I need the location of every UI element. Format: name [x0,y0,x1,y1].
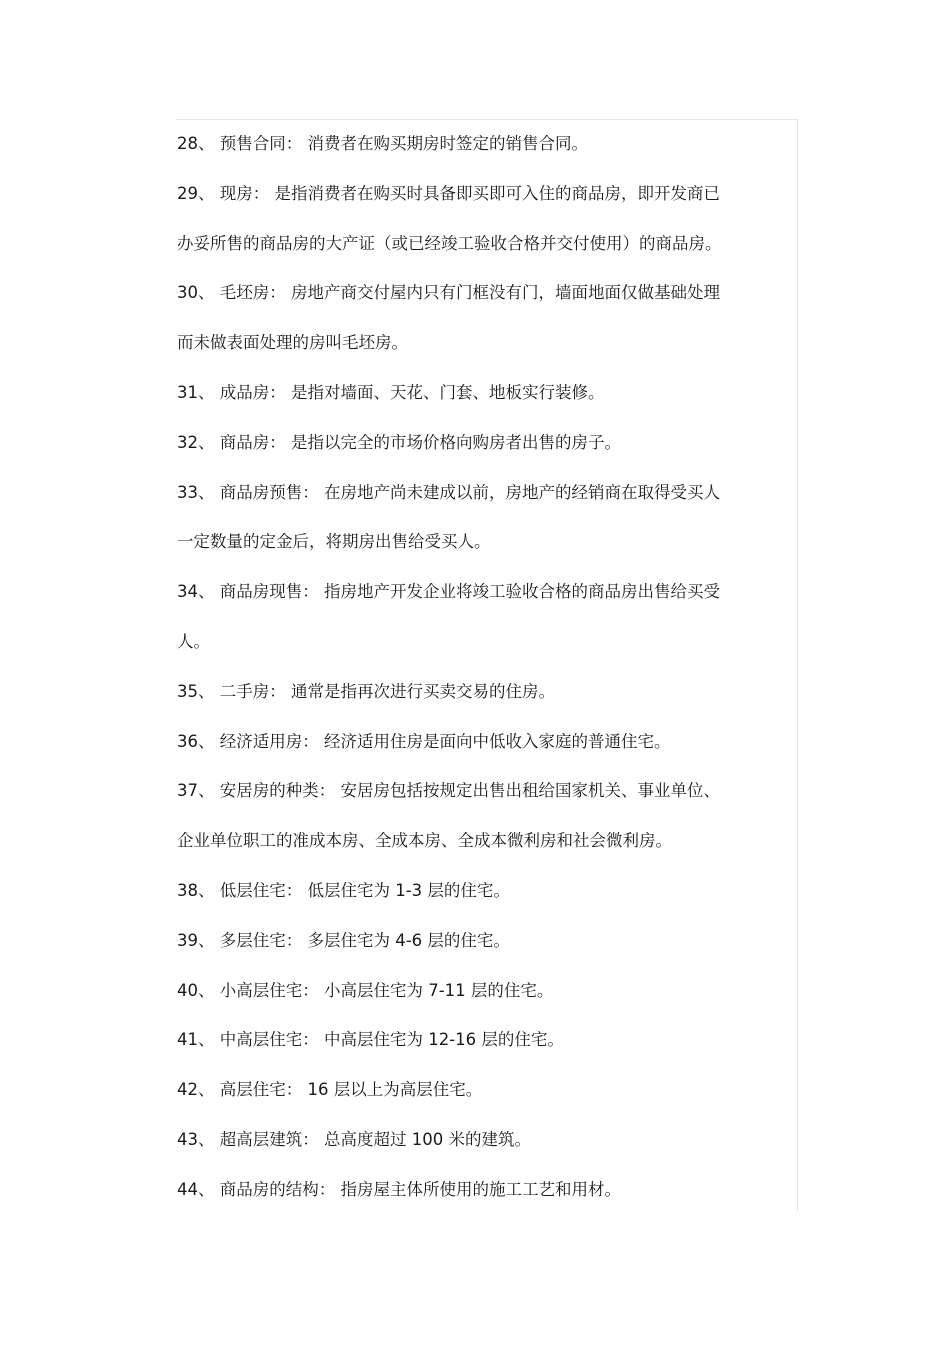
text-line: 29、 现房： 是指消费者在购买时具备即买即可入住的商品房，即开发商已 [177,183,720,203]
text-line: 35、 二手房： 通常是指再次进行买卖交易的住房。 [177,681,555,701]
text-line: 44、 商品房的结构： 指房屋主体所使用的施工工艺和用材。 [177,1179,621,1199]
text-line: 一定数量的定金后，将期房出售给受买人。 [177,532,491,552]
text-line: 41、 中高层住宅： 中高层住宅为 12-16 层的住宅。 [177,1030,564,1050]
text-line: 32、 商品房： 是指以完全的市场价格向购房者出售的房子。 [177,432,621,452]
text-line: 办妥所售的商品房的大产证（或已经竣工验收合格并交付使用）的商品房。 [177,233,722,253]
text-line: 而未做表面处理的房叫毛坯房。 [177,333,408,353]
text-line: 34、 商品房现售： 指房地产开发企业将竣工验收合格的商品房出售给买受 [177,582,720,602]
text-line: 企业单位职工的准成本房、全成本房、全成本微利房和社会微利房。 [177,831,672,851]
text-line: 40、 小高层住宅： 小高层住宅为 7-11 层的住宅。 [177,980,554,1000]
document-body [177,124,777,1220]
text-line: 28、 预售合同： 消费者在购买期房时签定的销售合同。 [177,134,588,153]
text-line: 36、 经济适用房： 经济适用住房是面向中低收入家庭的普通住宅。 [177,731,671,751]
text-line: 39、 多层住宅： 多层住宅为 4-6 层的住宅。 [177,930,510,950]
text-line: 37、 安居房的种类： 安居房包括按规定出售出租给国家机关、事业单位、 [177,781,720,801]
text-line: 38、 低层住宅： 低层住宅为 1-3 层的住宅。 [177,880,510,900]
text-line: 31、 成品房： 是指对墙面、天花、门套、地板实行装修。 [177,382,605,402]
text-line: 33、 商品房预售： 在房地产尚未建成以前，房地产的经销商在取得受买人 [177,482,720,502]
text-line: 人。 [177,631,210,651]
text-line: 43、 超高层建筑： 总高度超过 100 米的建筑。 [177,1129,531,1149]
text-line: 42、 高层住宅： 16 层以上为高层住宅。 [177,1080,483,1100]
text-line: 30、 毛坯房： 房地产商交付屋内只有门框没有门，墙面地面仅做基础处理 [177,283,720,303]
